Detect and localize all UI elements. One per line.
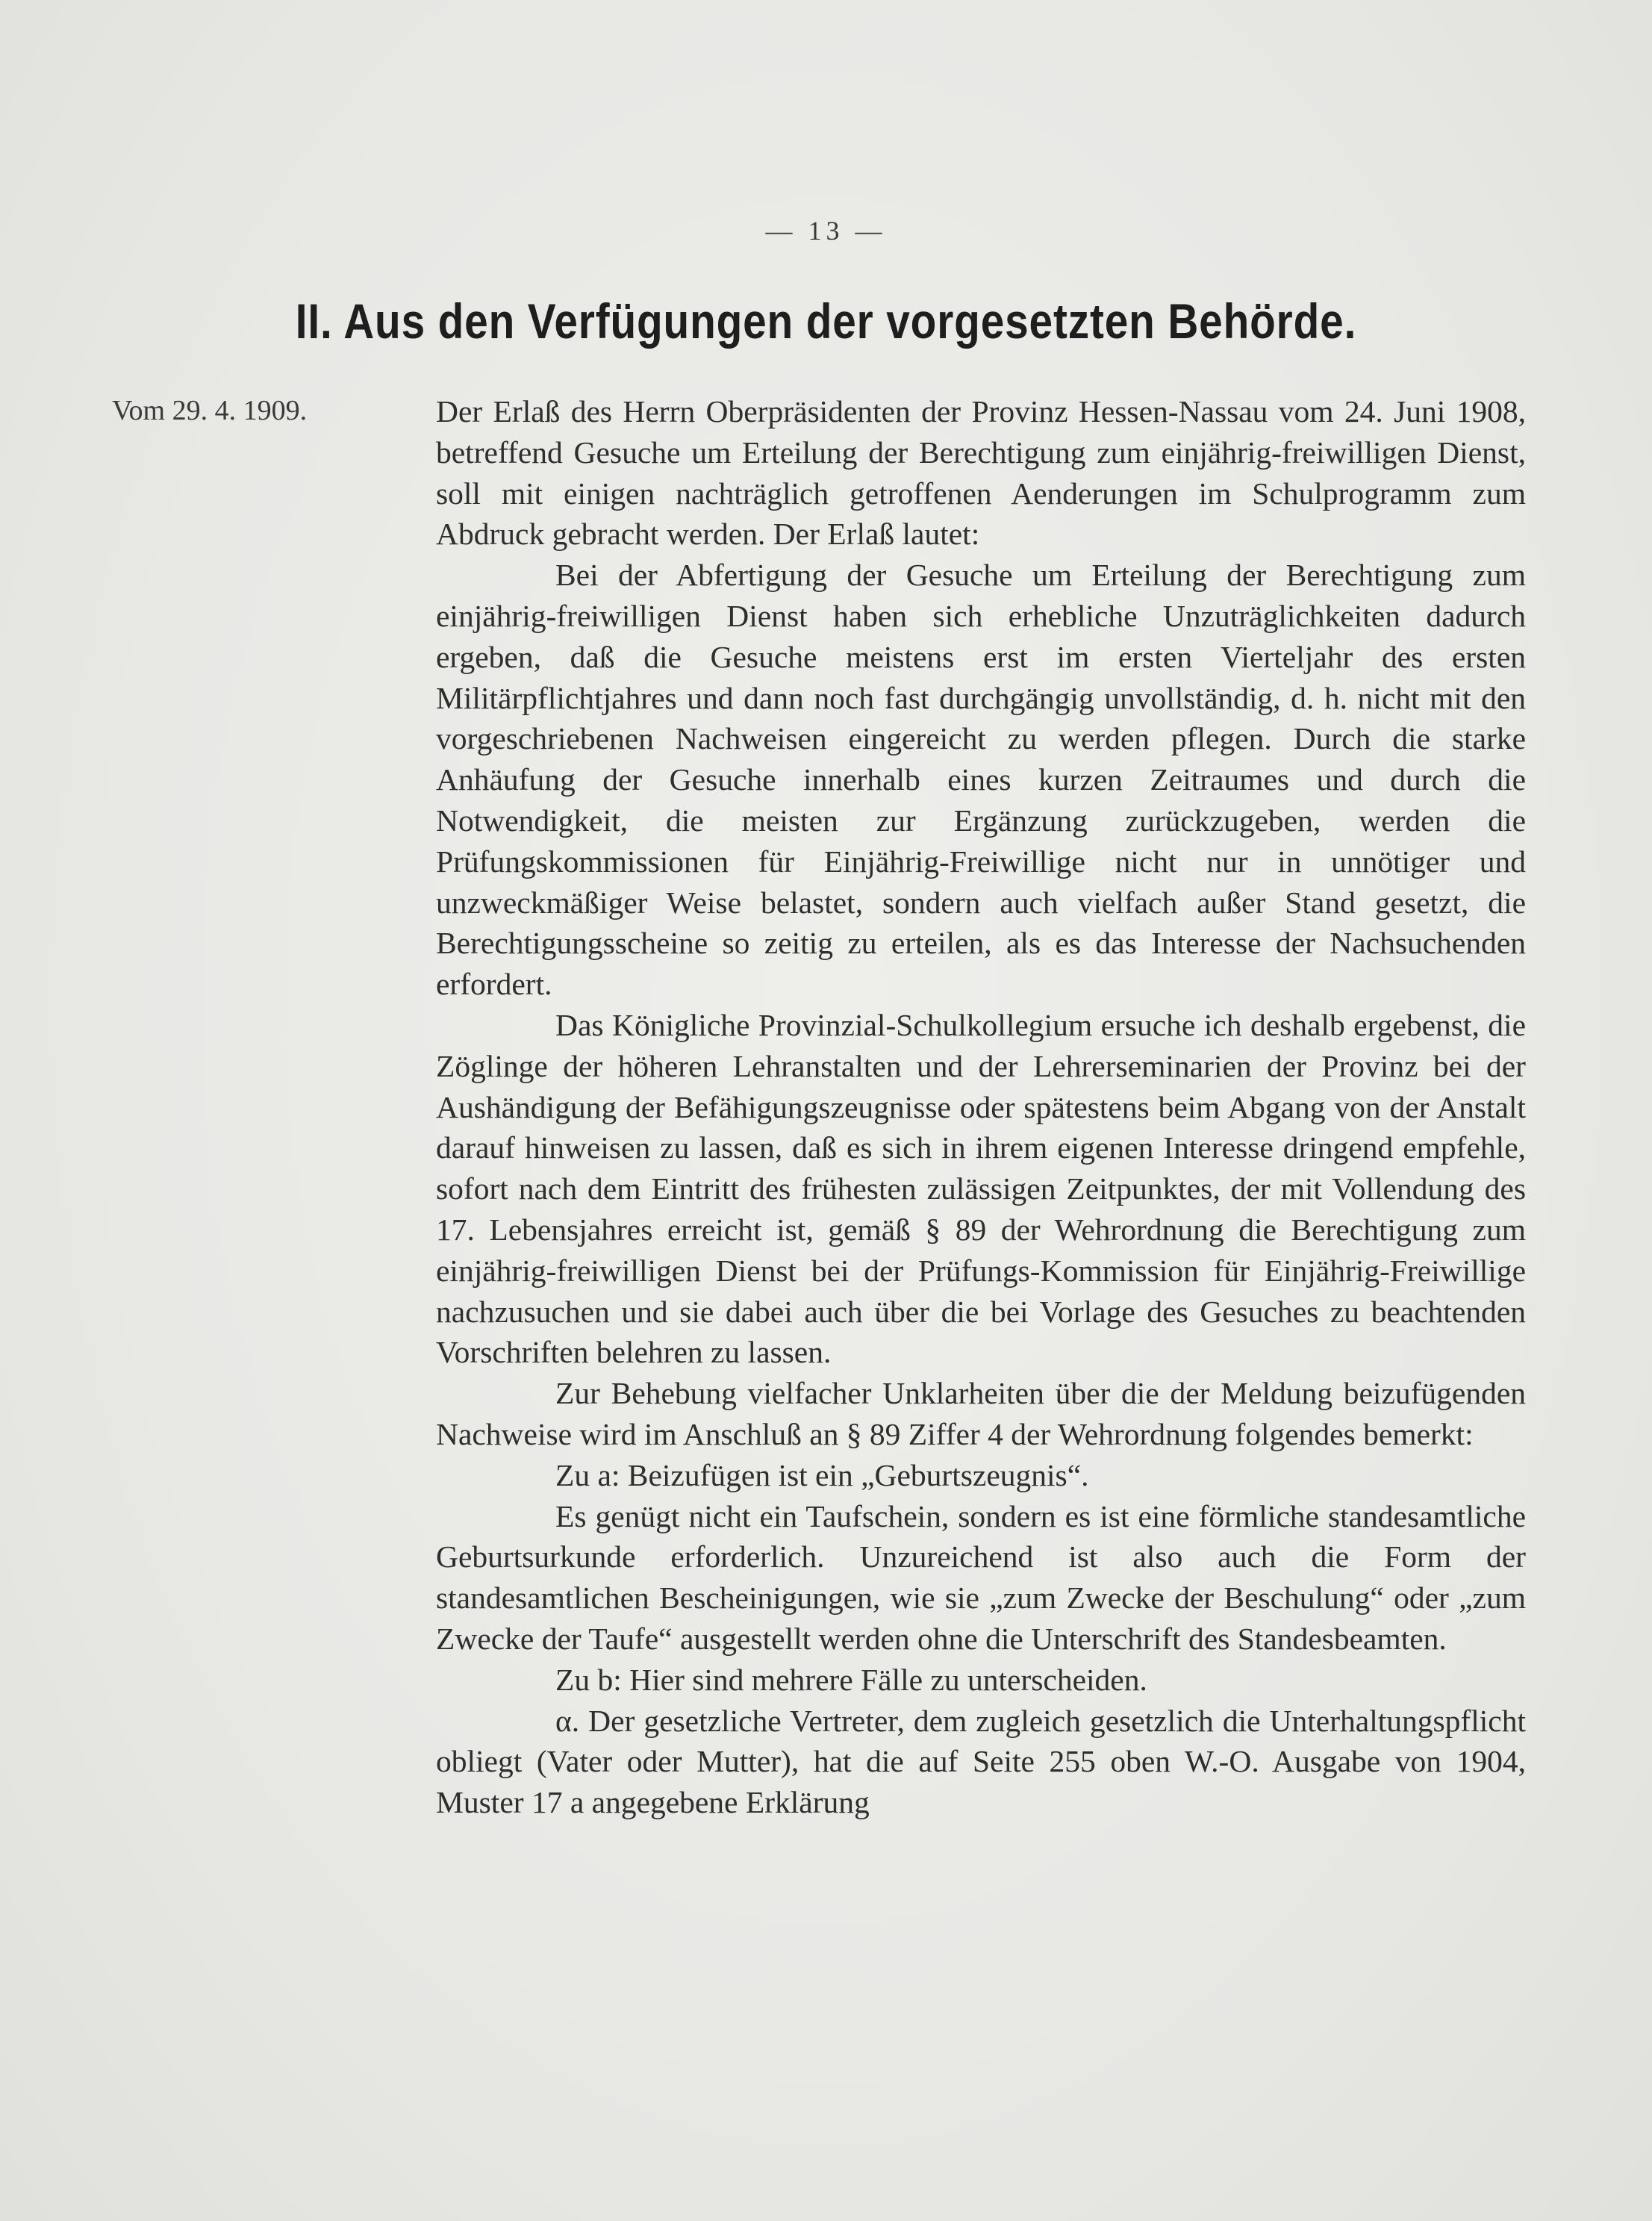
body-text	[436, 391, 1526, 1823]
page-number: — 13 —	[765, 216, 887, 246]
section-heading: II. Aus den Verfügungen der vorgesetzten Behörde.	[295, 293, 1357, 349]
paragraph-schulkollegium: Das Königliche Provinzial-Schulkollegium ersuche ich deshalb ergebenst, die Zöglinge der höheren Lehranstalten und der Lehrerseminarien der Provinz bei der Aushändigung der Befähigungszeugnisse oder spätestens beim Abgang von der Anstalt darauf hinweisen zu lassen, daß es sich in ihrem eigenen Interesse dringend empfehle, sofort nach dem Eintritt des frühesten zulässigen Zeitpunktes, der mit Vollendung des 17. Lebensjahres erreicht ist, gemäß § 89 der Wehrordnung die Berechtigung zum einjährig-freiwilligen Dienst bei der Prüfungs-Kommission für Einjährig-Freiwillige nachzusuchen und sie dabei auch über die bei Vorlage des Gesuches zu beachtenden Vorschriften belehren zu lassen.	[436, 1007, 1526, 1370]
paragraph-taufschein: Es genügt nicht ein Taufschein, sondern es ist eine förmliche standesamtliche Geburtsurkunde erforderlich. Unzureichend ist also auch die Form der standesamtlichen Bescheinigungen, wie sie „zum Zwecke der Beschulung“ oder „zum Zwecke der Taufe“ ausgestellt werden ohne die Unterschrift des Standesbeamten.	[436, 1498, 1526, 1656]
paragraph-behebung: Zur Behebung vielfacher Unklarheiten über die der Meldung beizufügenden Nachweise wird im Anschluß an § 89 Ziffer 4 der Wehrordnung folgendes bemerkt:	[436, 1376, 1526, 1451]
paragraph-abfertigung: Bei der Abfertigung der Gesuche um Erteilung der Berechtigung zum einjährig-freiwilligen Dienst haben sich erhebliche Unzuträglichkeiten dadurch ergeben, daß die Gesuche meistens erst im ersten Vierteljahr des ersten Militärpflichtjahres und dann noch fast durchgängig unvollständig, d. h. nicht mit den vorgeschriebenen Nachweisen eingereicht zu werden pflegen. Durch die starke Anhäufung der Gesuche innerhalb eines kurzen Zeitraumes und durch die Notwendigkeit, die meisten zur Ergänzung zurückzugeben, werden die Prüfungskommissionen für Einjährig-Freiwillige nicht nur in unnötiger und unzweckmäßiger Weise belastet, sondern auch vielfach außer Stand gesetzt, die Berechtigungsscheine so zeitig zu erteilen, als es das Interesse der Nachsuchenden erfordert.	[436, 558, 1526, 1002]
paragraph-zu-a: Zu a: Beizufügen ist ein „Geburtszeugnis“.	[555, 1457, 1089, 1492]
margin-date: Vom 29. 4. 1909.	[112, 395, 308, 426]
paragraph-alpha: α. Der gesetzliche Vertreter, dem zugleich gesetzlich die Unterhaltungspflicht obliegt (Vater oder Mutter), hat die auf Seite 255 oben W.-O. Ausgabe von 1904, Muster 17 a angegebene Erklärung	[436, 1703, 1526, 1820]
paragraph-zu-b: Zu b: Hier sind mehrere Fälle zu unterscheiden.	[555, 1662, 1147, 1697]
paragraph-intro: Der Erlaß des Herrn Oberpräsidenten der Provinz Hessen-Nassau vom 24. Juni 1908, betreffend Gesuche um Erteilung der Berechtigung zum einjährig-freiwilligen Dienst, soll mit einigen nachträglich getroffenen Aenderungen im Schulprogramm zum Abdruck gebracht werden. Der Erlaß lautet:	[436, 394, 1526, 552]
